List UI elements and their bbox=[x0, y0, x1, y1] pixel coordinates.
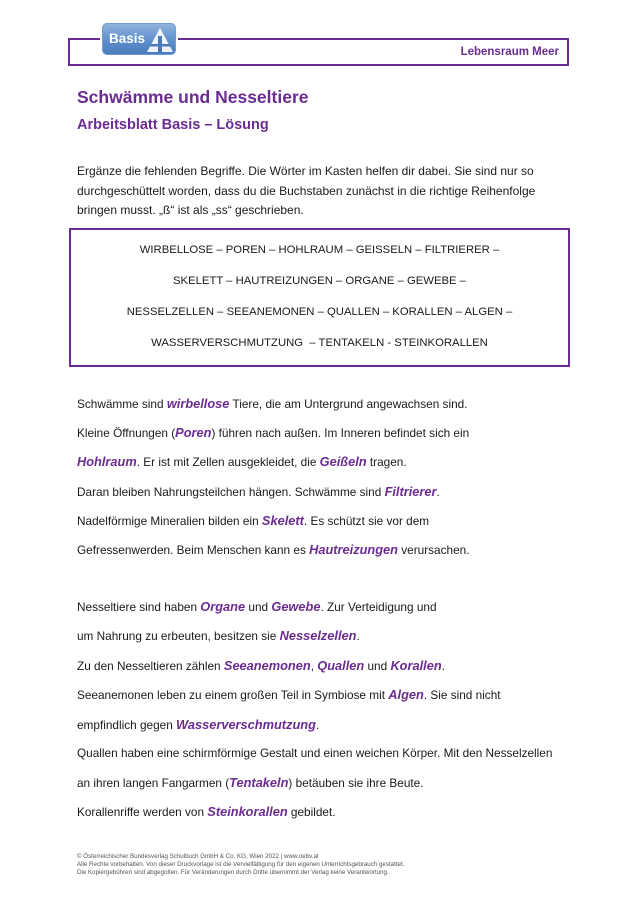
answer: Algen bbox=[388, 687, 424, 702]
sentence-text: Daran bleiben Nahrungsteilchen hängen. Schwämme sind bbox=[77, 485, 385, 499]
sentence-text: Schwämme sind bbox=[77, 397, 167, 411]
sentence-text: Quallen haben eine schirmförmige Gestalt und einen weichen Körper. Mit den Nesselzellen bbox=[77, 746, 553, 760]
sentence bbox=[77, 513, 429, 528]
topic-label: Lebensraum Meer bbox=[460, 46, 559, 58]
sentence bbox=[77, 599, 437, 614]
instructions bbox=[77, 162, 557, 221]
sentence-text: Nesseltiere sind haben bbox=[77, 600, 201, 614]
sentence-text: empfindlich gegen bbox=[77, 718, 177, 732]
footer-line: © Österreichischer Bundesverlag Schulbuch GmbH & Co. KG, Wien 2022 | www.oebv.at bbox=[77, 853, 319, 860]
sentence bbox=[77, 746, 552, 760]
sentence bbox=[77, 804, 336, 819]
sentence-text: Zu den Nesseltieren zählen bbox=[77, 659, 224, 673]
copyright-footer bbox=[77, 853, 404, 877]
instructions-line: durchgeschüttelt worden, dass du die Buchstaben zunächst in die richtige Reihenfolge bbox=[77, 183, 536, 198]
word-box-line: NESSELZELLEN – SEEANEMONEN – QUALLEN – KORALLEN – ALGEN – bbox=[126, 306, 513, 318]
answer: Geißeln bbox=[319, 454, 367, 469]
sentence-text: Kleine Öffnungen ( bbox=[77, 426, 176, 440]
sentence bbox=[77, 396, 467, 411]
word-box-line: WIRBELLOSE – POREN – HOHLRAUM – GEISSELN – FILTRIERER – bbox=[139, 244, 500, 256]
footer-line: Die Kopiergebühren sind abgegolten. Für Veränderungen durch Dritte übernimmt der Verlag keine Verantwortung. bbox=[77, 869, 389, 876]
sentence-text: ) betäuben sie ihre Beute. bbox=[288, 776, 424, 790]
sentence bbox=[77, 454, 407, 469]
sentence bbox=[77, 775, 424, 790]
sentence-text: an ihren langen Fangarmen ( bbox=[77, 776, 230, 790]
sentence-text: . Es schützt sie vor dem bbox=[303, 514, 430, 528]
answer: Gewebe bbox=[271, 599, 321, 614]
page-subtitle: Arbeitsblatt Basis – Lösung bbox=[77, 117, 269, 133]
footer-line: Alle Rechte vorbehalten. Von dieser Druckvorlage ist die Vervielfältigung für den eigenen Unterrichtsgebrauch gestattet. bbox=[77, 861, 405, 868]
sentence-text: . Zur Verteidigung und bbox=[320, 600, 437, 614]
logo-text: Basis bbox=[109, 31, 146, 46]
sentence bbox=[77, 687, 501, 702]
sentence-text: und bbox=[364, 659, 391, 673]
sentence-text: . bbox=[315, 718, 320, 732]
sentence-text: Nadelförmige Mineralien bilden ein bbox=[77, 514, 262, 528]
sentence-text: Seeanemonen leben zu einem großen Teil in Symbiose mit bbox=[77, 688, 389, 702]
sentence-text: gebildet. bbox=[287, 805, 336, 819]
sentence-text: , bbox=[310, 659, 318, 673]
answer: Skelett bbox=[261, 513, 304, 528]
page-title: Schwämme und Nesseltiere bbox=[77, 87, 309, 107]
instructions-line: bringen musst. „ß“ ist als „ss“ geschrieben. bbox=[77, 203, 304, 217]
answer: Hohlraum bbox=[77, 454, 137, 469]
answer: Steinkorallen bbox=[207, 804, 288, 819]
basis-logo bbox=[100, 21, 178, 57]
sentence-text: Korallenriffe werden von bbox=[77, 805, 208, 819]
word-box-line: WASSERVERSCHMUTZUNG – TENTAKELN - STEINKORALLEN bbox=[151, 337, 488, 349]
word-box-line: SKELETT – HAUTREIZUNGEN – ORGANE – GEWEBE – bbox=[173, 275, 466, 287]
answer: wirbellose bbox=[166, 396, 230, 411]
sentence-text: ) führen nach außen. Im Inneren befindet sich ein bbox=[211, 426, 470, 440]
sentence-text: . bbox=[436, 485, 440, 499]
sentence bbox=[77, 484, 440, 499]
answer: Nesselzellen bbox=[279, 628, 357, 643]
sentence-text: um Nahrung zu erbeuten, besitzen sie bbox=[77, 629, 280, 643]
sentence-text: und bbox=[245, 600, 272, 614]
sentence-text: . bbox=[356, 629, 360, 643]
instructions-line: Ergänze die fehlenden Begriffe. Die Wörter im Kasten helfen dir dabei. Sie sind nur so bbox=[77, 164, 534, 178]
answer: Wasserverschmutzung bbox=[176, 717, 316, 732]
sentence bbox=[77, 542, 469, 557]
sentence-text: . Sie sind nicht bbox=[423, 688, 501, 702]
sentence-text: Tiere, die am Untergrund angewachsen sind. bbox=[229, 397, 468, 411]
triangle-logo-icon bbox=[146, 27, 174, 53]
word-box bbox=[69, 228, 570, 367]
sentence bbox=[77, 717, 319, 732]
answer: Seeanemonen bbox=[223, 658, 311, 673]
sentence-text: Gefressenwerden. Beim Menschen kann es bbox=[77, 543, 310, 557]
answer: Hautreizungen bbox=[309, 542, 398, 557]
sentence-text: tragen. bbox=[366, 455, 407, 469]
sentence-text: . Er ist mit Zellen ausgekleidet, die bbox=[136, 455, 320, 469]
answer: Filtrierer bbox=[384, 484, 437, 499]
answer: Korallen bbox=[390, 658, 442, 673]
logo-badge bbox=[102, 23, 176, 55]
sentence bbox=[77, 628, 360, 643]
answer: Tentakeln bbox=[229, 775, 289, 790]
sentence bbox=[77, 425, 469, 440]
sentence bbox=[77, 658, 445, 673]
sentence-text: . bbox=[441, 659, 445, 673]
answer: Organe bbox=[200, 599, 246, 614]
answer: Poren bbox=[175, 425, 212, 440]
sentence-text: verursachen. bbox=[398, 543, 470, 557]
answer: Quallen bbox=[317, 658, 365, 673]
